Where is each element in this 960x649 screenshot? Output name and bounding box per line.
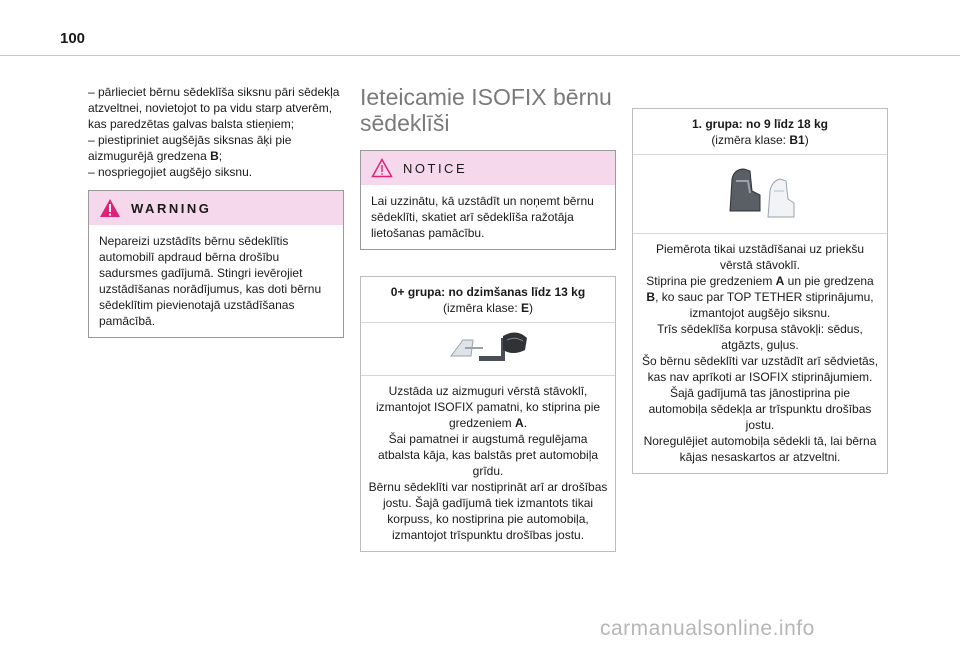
instruction-line: – pārlieciet bērnu sēdeklīša siksnu pāri sēdekļa atzveltnei, novietojot to pa vidu starp atverēm, kas paredzētas galvas balsta stieņiem; — [88, 85, 340, 131]
group1-title: 1. grupa: no 9 līdz 18 kg — [691, 117, 829, 131]
section-title: Ieteicamie ISOFIX bērnu sēdeklīši — [360, 84, 612, 136]
group0-size-class: (izmēra klase: E) — [442, 301, 534, 315]
warning-title: WARNING — [131, 200, 212, 216]
group0-header — [361, 277, 615, 323]
instruction-list — [88, 84, 344, 180]
instruction-line: – piestipriniet augšējās siksnas āķi pie aizmugurējā gredzena B; — [88, 133, 292, 163]
group1-header — [633, 109, 887, 155]
group0-paragraph: Uzstāda uz aizmuguri vērstā stāvoklī, izmantojot ISOFIX pamatni, ko stiprina pie gredzeniem A. — [375, 384, 601, 430]
group1-box — [632, 108, 888, 474]
warning-box — [88, 190, 344, 338]
page-number: 100 — [60, 30, 86, 47]
middle-column — [360, 84, 616, 552]
isofix-baby-seat-base-icon — [443, 326, 533, 372]
group1-paragraph: Šo bērnu sēdeklīti var uzstādīt arī sēdvietās, kas nav aprīkoti ar ISOFIX stiprinājumiem. — [641, 354, 879, 384]
group1-paragraph: Noregulējiet automobiļa sēdekli tā, lai bērna kājas nesaskartos ar atzveltni. — [643, 434, 877, 464]
instruction-line: – nospriegojiet augšējo siksnu. — [88, 165, 253, 179]
group1-description — [633, 234, 887, 473]
warning-header — [89, 191, 343, 225]
group1-size-class: (izmēra klase: B1) — [711, 133, 809, 147]
warning-body: Nepareizi uzstādīts bērnu sēdeklītis automobilī apdraud bērna drošību sadursmes gadījumā. Stingri ievērojiet uzstādīšanas norādījumus, kas doti bērnu sēdeklītim pievienotajā uzstādīšanas pamācībā. — [99, 234, 322, 328]
notice-triangle-icon — [371, 158, 393, 178]
group0-title: 0+ grupa: no dzimšanas līdz 13 kg — [390, 285, 586, 299]
isofix-child-seat-icon — [720, 161, 800, 227]
notice-title: NOTICE — [403, 160, 468, 176]
group1-paragraph: Šajā gadījumā tas jānostiprina pie automobiļa sēdekļa ar trīspunktu drošības jostu. — [648, 386, 872, 432]
group1-paragraph: Stiprina pie gredzeniem A un pie gredzena B, ko sauc par TOP TETHER stiprinājumu, izmantojot augšējo siksnu. — [646, 274, 874, 320]
notice-box — [360, 150, 616, 250]
group0-image — [361, 323, 615, 376]
warning-triangle-icon — [99, 198, 121, 218]
notice-body: Lai uzzinātu, kā uzstādīt un noņemt bērnu sēdeklīti, skatiet arī sēdeklīša ražotāja lietošanas pamācību. — [371, 194, 594, 240]
watermark: carmanualsonline.info — [600, 617, 815, 640]
group1-paragraph: Piemērota tikai uzstādīšanai uz priekšu vērstā stāvoklī. — [655, 242, 865, 272]
left-column — [88, 84, 344, 338]
right-column — [632, 108, 888, 474]
group0-description — [361, 376, 615, 551]
group1-image — [633, 155, 887, 234]
notice-header — [361, 151, 615, 185]
group0-paragraph: Bērnu sēdeklīti var nostiprināt arī ar drošības jostu. Šajā gadījumā tiek izmantots tikai korpuss, ko nostiprina pie automobiļa, izmantojot trīspunktu drošības jostu. — [368, 480, 608, 542]
group1-paragraph: Trīs sēdeklīša korpusa stāvokļi: sēdus, atgāzts, guļus. — [657, 322, 863, 352]
header-rule — [0, 55, 960, 56]
group0-box — [360, 276, 616, 552]
group0-paragraph: Šai pamatnei ir augstumā regulējama atbalsta kāja, kas balstās pret automobiļa grīdu. — [377, 432, 599, 478]
